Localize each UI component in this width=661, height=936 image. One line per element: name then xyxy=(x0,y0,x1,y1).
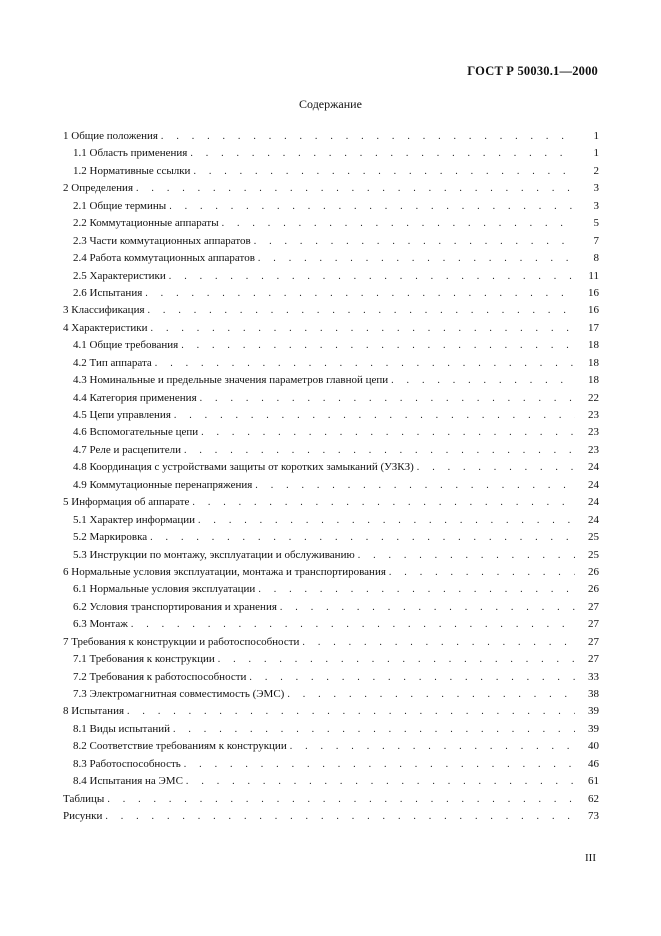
toc-entry-label: 4.6 Вспомогательные цепи xyxy=(73,426,199,439)
toc-entry-page: 27 xyxy=(588,600,599,613)
toc-entry-page: 33 xyxy=(588,670,599,683)
toc-entry-label: 4 Характеристики xyxy=(63,321,148,334)
toc-entry-label: 8 Испытания xyxy=(63,705,125,718)
toc-entry-label: 3 Классификация xyxy=(63,304,145,317)
toc-entry-page: 1 xyxy=(593,147,599,160)
toc-entry-page: 5 xyxy=(593,217,599,230)
toc-dot-leader xyxy=(174,407,575,424)
toc-entry[interactable] xyxy=(63,268,599,285)
toc-entry-label: 8.3 Работоспособность xyxy=(73,757,181,770)
toc-entry-page: 23 xyxy=(588,426,599,439)
toc-dot-leader xyxy=(148,302,575,319)
toc-entry[interactable] xyxy=(63,407,599,424)
toc-entry-label: 1 Общие положения xyxy=(63,130,158,142)
toc-entry-page: 24 xyxy=(588,513,599,526)
table-of-contents xyxy=(63,128,599,826)
toc-entry-page: 73 xyxy=(588,810,599,823)
toc-entry-page: 2 xyxy=(593,164,599,177)
toc-dot-leader xyxy=(287,686,575,703)
toc-entry-page: 23 xyxy=(588,409,599,421)
toc-entry-page: 27 xyxy=(588,653,599,666)
toc-entry-label: 5 Информация об аппарате xyxy=(63,496,190,509)
toc-entry[interactable] xyxy=(63,756,599,773)
toc-entry[interactable] xyxy=(63,128,599,145)
toc-entry-page: 22 xyxy=(588,391,599,404)
toc-dot-leader xyxy=(169,268,575,285)
toc-entry[interactable] xyxy=(63,529,599,546)
toc-entry[interactable] xyxy=(63,547,599,564)
toc-dot-leader xyxy=(181,337,575,354)
toc-entry-page: 24 xyxy=(588,478,599,491)
toc-entry-page: 24 xyxy=(588,461,599,474)
toc-entry-label: 1.2 Нормативные ссылки xyxy=(73,164,191,177)
toc-entry[interactable] xyxy=(63,494,599,511)
toc-dot-leader xyxy=(131,616,575,633)
toc-entry-page: 3 xyxy=(593,199,599,212)
toc-entry-label: 4.2 Тип аппарата xyxy=(73,356,152,369)
toc-entry-label: Таблицы xyxy=(63,792,105,805)
toc-entry-page: 26 xyxy=(588,565,599,578)
toc-entry[interactable] xyxy=(63,424,599,441)
toc-entry[interactable] xyxy=(63,791,599,808)
toc-dot-leader xyxy=(161,128,575,145)
toc-dot-leader xyxy=(151,320,575,337)
toc-entry-page: 18 xyxy=(588,356,599,369)
toc-entry[interactable] xyxy=(63,703,599,720)
toc-dot-leader xyxy=(222,215,575,232)
toc-dot-leader xyxy=(249,669,575,686)
toc-dot-leader xyxy=(184,756,575,773)
toc-entry-label: 7.3 Электромагнитная совместимость (ЭМС) xyxy=(73,688,285,700)
toc-entry[interactable] xyxy=(63,442,599,459)
toc-dot-leader xyxy=(258,250,575,267)
toc-dot-leader xyxy=(145,285,575,302)
toc-entry-label: 7.1 Требования к конструкции xyxy=(73,653,215,666)
toc-dot-leader xyxy=(302,634,575,651)
toc-entry-page: 61 xyxy=(588,775,599,788)
toc-entry[interactable] xyxy=(63,738,599,755)
toc-entry[interactable] xyxy=(63,320,599,337)
toc-entry-label: 4.1 Общие требования xyxy=(73,339,179,352)
toc-dot-leader xyxy=(358,547,575,564)
toc-entry-label: 4.9 Коммутационные перенапряжения xyxy=(73,478,253,491)
toc-entry[interactable] xyxy=(63,302,599,319)
toc-entry-label: 2.6 Испытания xyxy=(73,286,143,299)
toc-entry[interactable] xyxy=(63,634,599,651)
toc-entry-page: 39 xyxy=(588,722,599,735)
toc-entry-label: 6.1 Нормальные условия эксплуатации xyxy=(73,583,256,596)
toc-entry-label: 8.1 Виды испытаний xyxy=(73,722,170,735)
toc-entry-page: 23 xyxy=(588,443,599,456)
toc-dot-leader xyxy=(105,808,575,825)
toc-entry[interactable] xyxy=(63,372,599,389)
toc-entry[interactable] xyxy=(63,180,599,197)
toc-entry-label: 8.4 Испытания на ЭМС xyxy=(73,775,183,788)
toc-dot-leader xyxy=(190,145,575,162)
toc-entry[interactable] xyxy=(63,512,599,529)
toc-entry-label: 2.1 Общие термины xyxy=(73,199,167,212)
toc-entry[interactable] xyxy=(63,355,599,372)
toc-entry-label: 2.2 Коммутационные аппараты xyxy=(73,217,219,230)
toc-entry-label: 2.5 Характеристики xyxy=(73,269,166,282)
toc-entry-page: 25 xyxy=(588,531,599,544)
toc-entry-page: 40 xyxy=(588,740,599,753)
toc-entry-page: 27 xyxy=(588,618,599,631)
toc-dot-leader xyxy=(136,180,575,197)
page-number: III xyxy=(585,852,596,864)
toc-entry-page: 8 xyxy=(593,252,599,265)
toc-entry-page: 24 xyxy=(588,496,599,509)
toc-entry-label: 1.1 Область применения xyxy=(73,147,188,160)
toc-entry-label: 4.8 Координация с устройствами защиты от коротких замыканий (УЗКЗ) xyxy=(73,461,414,474)
toc-entry-page: 17 xyxy=(588,321,599,334)
toc-entry[interactable] xyxy=(63,390,599,407)
toc-dot-leader xyxy=(254,233,575,250)
toc-entry-label: Рисунки xyxy=(63,810,103,823)
toc-dot-leader xyxy=(184,442,575,459)
toc-entry-page: 39 xyxy=(588,705,599,718)
toc-entry[interactable] xyxy=(63,599,599,616)
toc-entry-page: 1 xyxy=(593,130,599,142)
document-code: ГОСТ Р 50030.1—2000 xyxy=(467,64,598,78)
toc-entry[interactable] xyxy=(63,669,599,686)
toc-entry-page: 11 xyxy=(588,269,599,282)
toc-dot-leader xyxy=(258,581,575,598)
toc-dot-leader xyxy=(169,198,575,215)
toc-entry[interactable] xyxy=(63,163,599,180)
toc-dot-leader xyxy=(150,529,575,546)
toc-entry[interactable] xyxy=(63,233,599,250)
toc-entry-label: 5.1 Характер информации xyxy=(73,513,196,526)
toc-entry[interactable] xyxy=(63,721,599,738)
toc-entry[interactable] xyxy=(63,581,599,598)
toc-entry-label: 2.4 Работа коммутационных аппаратов xyxy=(73,252,255,265)
toc-entry[interactable] xyxy=(63,215,599,232)
toc-entry[interactable] xyxy=(63,616,599,633)
toc-dot-leader xyxy=(218,651,575,668)
toc-entry-page: 18 xyxy=(588,374,599,387)
toc-dot-leader xyxy=(127,703,575,720)
toc-entry-page: 16 xyxy=(588,304,599,317)
toc-entry-label: 8.2 Соответствие требованиям к конструкции xyxy=(73,740,287,753)
toc-entry[interactable] xyxy=(63,686,599,703)
toc-entry-page: 16 xyxy=(588,286,599,299)
toc-dot-leader xyxy=(417,459,575,476)
toc-dot-leader xyxy=(290,738,575,755)
toc-dot-leader xyxy=(193,163,575,180)
toc-entry[interactable] xyxy=(63,459,599,476)
toc-entry-label: 4.3 Номинальные и предельные значения параметров главной цепи xyxy=(73,374,389,387)
toc-entry-label: 7 Требования к конструкции и работоспособности xyxy=(63,635,300,648)
toc-dot-leader xyxy=(255,477,575,494)
toc-entry[interactable] xyxy=(63,773,599,790)
toc-entry-page: 18 xyxy=(588,339,599,352)
toc-entry-page: 26 xyxy=(588,583,599,596)
toc-entry-page: 46 xyxy=(588,757,599,770)
toc-entry-page: 62 xyxy=(588,792,599,805)
toc-entry[interactable] xyxy=(63,808,599,825)
toc-entry-label: 5.2 Маркировка xyxy=(73,531,148,544)
toc-dot-leader xyxy=(201,424,575,441)
toc-entry-page: 27 xyxy=(588,635,599,648)
toc-dot-leader xyxy=(280,599,575,616)
toc-dot-leader xyxy=(155,355,575,372)
toc-entry-label: 4.7 Реле и расцепители xyxy=(73,443,181,456)
toc-dot-leader xyxy=(391,372,575,389)
toc-dot-leader xyxy=(173,721,575,738)
toc-entry[interactable] xyxy=(63,198,599,215)
toc-entry-label: 6 Нормальные условия эксплуатации, монтажа и транспортирования xyxy=(63,565,386,578)
toc-entry-label: 4.4 Категория применения xyxy=(73,391,197,404)
toc-entry-label: 2 Определения xyxy=(63,182,134,195)
toc-title: Содержание xyxy=(299,97,362,111)
toc-entry-label: 5.3 Инструкции по монтажу, эксплуатации и обслуживанию xyxy=(73,548,355,561)
toc-entry-label: 6.2 Условия транспортирования и хранения xyxy=(73,600,277,613)
toc-dot-leader xyxy=(186,773,575,790)
toc-entry[interactable] xyxy=(63,564,599,581)
toc-entry-page: 7 xyxy=(593,234,599,247)
toc-entry-page: 25 xyxy=(588,548,599,561)
toc-dot-leader xyxy=(200,390,575,407)
toc-entry-page: 38 xyxy=(588,688,599,700)
toc-entry-label: 4.5 Цепи управления xyxy=(73,409,171,421)
toc-entry[interactable] xyxy=(63,337,599,354)
toc-dot-leader xyxy=(192,494,575,511)
toc-entry[interactable] xyxy=(63,145,599,162)
toc-entry[interactable] xyxy=(63,651,599,668)
toc-entry-label: 7.2 Требования к работоспособности xyxy=(73,670,247,683)
toc-dot-leader xyxy=(389,564,575,581)
toc-dot-leader xyxy=(198,512,575,529)
toc-dot-leader xyxy=(107,791,575,808)
toc-entry[interactable] xyxy=(63,285,599,302)
toc-entry[interactable] xyxy=(63,250,599,267)
toc-entry-label: 6.3 Монтаж xyxy=(73,618,128,631)
toc-entry-label: 2.3 Части коммутационных аппаратов xyxy=(73,234,251,247)
toc-entry-page: 3 xyxy=(593,182,599,195)
toc-entry[interactable] xyxy=(63,477,599,494)
